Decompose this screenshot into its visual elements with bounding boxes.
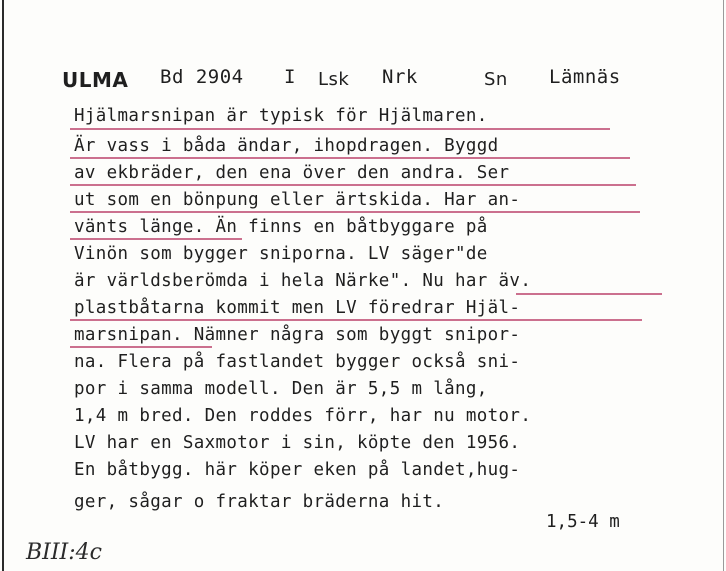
landskap-label: Lsk [318, 69, 350, 90]
highlight-underline [70, 319, 642, 321]
highlight-underline [516, 293, 662, 295]
parish-name: Lämnäs [549, 66, 621, 88]
highlight-underline [70, 157, 630, 159]
highlight-underline [70, 238, 242, 240]
text-line: vänts länge. Än finns en båtbyggare på [74, 217, 488, 237]
text-line: Är vass i båda ändar, ihopdragen. Byggd [74, 136, 499, 156]
text-line: LV har en Saxmotor i sin, köpte den 1956. [74, 433, 521, 453]
highlight-underline [70, 346, 212, 348]
text-line: av ekbräder, den ena över den andra. Ser [74, 163, 510, 183]
text-line: na. Flera på fastlandet bygger också sni- [74, 352, 521, 372]
text-line: En båtbygg. här köper eken på landet,hug- [74, 460, 521, 480]
card-right-border [723, 0, 724, 571]
highlight-underline [70, 128, 610, 130]
archive-code: ULMA [62, 68, 129, 92]
province-code: Nrk [382, 66, 418, 88]
text-line: plastbåtarna kommit men LV föredrar Hjäl- [74, 298, 521, 318]
highlight-underline [70, 211, 640, 213]
record-number: Bd 2904 [160, 66, 244, 88]
text-line: 1,4 m bred. Den roddes förr, har nu motor. [74, 406, 532, 426]
socken-label: Sn [484, 69, 508, 90]
archive-signature: BIII:4c [26, 540, 102, 565]
text-line: marsnipan. Nämner några som byggt snipor- [74, 325, 521, 345]
card-left-border [2, 0, 4, 571]
text-line: Vinön som bygger sniporna. LV säger"de [74, 244, 488, 264]
record-volume: I [284, 66, 296, 88]
length-range-note: 1,5-4 m [546, 512, 620, 532]
text-line: Hjälmarsnipan är typisk för Hjälmaren. [74, 106, 488, 126]
text-line: por i samma modell. Den är 5,5 m lång, [74, 379, 488, 399]
highlight-underline [70, 184, 636, 186]
text-line: är världsberömda i hela Närke". Nu har äv. [74, 271, 532, 291]
text-line: ut som en bönpung eller ärtskida. Har an- [74, 190, 521, 210]
text-line: ger, sågar o fraktar bräderna hit. [74, 492, 445, 512]
